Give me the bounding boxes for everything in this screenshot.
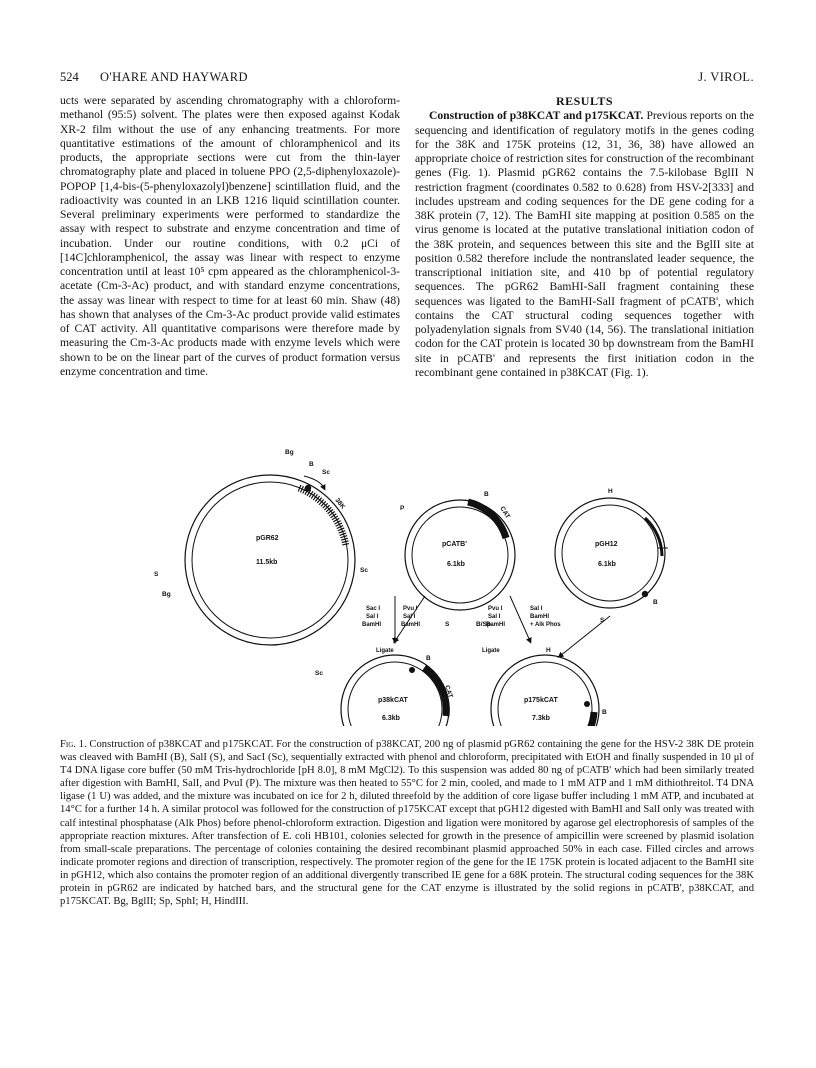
pcatb-site-s: S <box>445 621 450 628</box>
p38kcat-site-b: B <box>426 655 431 662</box>
enzyme-bamhi-right: BamHI <box>486 622 506 628</box>
enzyme-bamhi-mid: BamHI <box>401 622 421 628</box>
results-paragraph-text: Previous reports on the sequencing and identification of regulatory motifs in the genes coding for the 38K and 175K proteins (12, 31, 36, 38) have allowed an appropriate choice of restriction sites for construction of the recombinant genes (Fig. 1). Plasmid pGR62 contains the 7.5-kilobase BglII N restriction fragment (coordinates 0.582 to 0.628) from HSV-2[333] and includes upstream and coding sequences for the DE gene coding for a 38K protein (7, 12). The BamHI site mapping at position 0.585 on the virus genome is located at the putative translational initiation codon of the 38K protein, and sequences between this site and the BglII site at position 0.582 therefore include the nontranslated leader sequence, the transcriptional initiation site, and 410 bp of potential regulatory sequences. The pGR62 BamHI-SalI fragment containing these sequences was ligated to the BamHI-SalI fragment of pCATB', which contains the CAT structural coding sequences together with polyadenylation signals from SV40 (14, 56). The translational initiation codon for the CAT protein is located 30 bp downstream from the BamHI site in pCATB' and represents the first initiation codon in the recombinant gene contained in p38KCAT (Fig. 1). <box>415 109 754 379</box>
pgr62-site-sc-top: Sc <box>322 469 330 476</box>
pgh12-site-h: H <box>608 488 613 495</box>
construction-subheading: Construction of p38KCAT and p175KCAT. <box>429 109 644 123</box>
results-paragraph <box>415 109 754 380</box>
pgh12-site-b: B <box>653 599 658 606</box>
journal-name: J. VIROL. <box>698 70 754 84</box>
ligate-label-right: Ligate <box>482 648 500 654</box>
plasmid-p38kcat <box>341 655 454 726</box>
p175kcat-site-b: B <box>602 709 607 716</box>
enzyme-bamhi-left: BamHI <box>362 622 382 628</box>
p175kcat-name: p175kCAT <box>524 697 558 704</box>
plasmid-pgr62 <box>154 449 368 677</box>
methods-paragraph: ucts were separated by ascending chromatography with a chloroform-methanol (95:5) solvent. The plates were then exposed against Kodak XR-2 film without the use of any enhancing treatments. For more quantitative estimations of the amount of chloramphenicol and its products, the appropriate sections were cut from the thin-layer chromatography plate and placed in toluene PPO (2,5-diphenyloxazole)-POPOP [1,4-bis-(5-phenyloxazolyl)benzene] scintillation fluid, and the radioactivity was counted in an LKB 1216 liquid scintillation counter. Several preliminary experiments were performed to standardize the assay with respect to substrate and enzyme concentration and time of incubation. Under our routine conditions, with 0.2 μCi of [14C]chloramphenicol, the assay was linear with respect to enzyme concentration until at least 10⁵ cpm appeared as the chloramphenicol-3-acetate (Cm-3-Ac) product, and with standard enzyme concentrations, the assay was linear with respect to time for at least 60 min. Shaw (48) has shown that analyses of the Cm-3-Ac product provide valid estimates of CAT activity. All quantitative comparisons were therefore made by measuring the Cm-3-Ac products made with enzyme levels which were shown to be on the linear part of the curves of product formation versus enzyme concentration and time. <box>60 94 400 378</box>
pgr62-site-sc-bottom: Sc <box>315 670 323 677</box>
pcatb-cat-label: CAT <box>498 505 512 520</box>
caption-text: Construction of p38KCAT and p175KCAT. For the construction of p38KCAT, 200 ng of plasmid pGR62 containing the gene for the HSV-2 38K DE protein was cleaved with BamHI (B), SalI (S), and SacI (Sc), sequentially extracted with phenol and chloroform, precipitated with EtOH and finally suspended in 10 μl of T4 DNA ligase core buffer (50 mM Tris-hydrochloride [pH 8.0], 8 mM MgCl2). To this suspension was added 80 ng of pCATB' which had been similarly treated after digestion with BamHI, SalI, and PvuI (P). The mixture was then heated to 55°C for 2 min, cooled, and made to 1 mM ATP and 1 mM dithiothreitol. T4 DNA ligase (1 U) was added, and the mixture was incubated on ice for 2 h, diluted threefold by the addition of core ligase buffer including 1 mM ATP, and incubated at 14°C for a further 14 h. A similar protocol was followed for the construction of p175KCAT except that pGH12 digested with BamHI and SalI only was treated with calf intestinal phosphatase (Alk Phos) before phenol-chloroform extraction. Digestion and ligation were monitored by agarose gel electrophoresis of samples of the appropriate reaction mixtures. After transfection of E. coli HB101, colonies selected for growth in the presence of ampicillin were screened by plasmid isolation from small-scale preparations. The percentage of colonies containing the desired recombinant plasmid approached 50% in each case. Filled circles and arrows indicate promoter regions and direction of transcription, respectively. The promoter region of the gene for the IE 175K protein is located adjacent to the BamHI site in pGH12, which also contains the promoter region of an additional divergently transcribed IE gene for a 68K protein. The structural coding sequences for the 38K protein in pGR62 are indicated by hatched bars, and the structural gene for the CAT enzyme is illustrated by the solid regions in pCATB', p38KCAT, and p175KCAT. Bg, BglII; Sp, SphI; H, HindIII. <box>60 739 754 908</box>
pcatb-size: 6.1kb <box>447 561 465 568</box>
enzyme-bamhi-far: BamHI <box>530 614 550 620</box>
pgh12-site-s: S <box>600 617 605 624</box>
left-column <box>60 94 400 379</box>
figure-1 <box>90 446 730 726</box>
pcatb-site-bsp: B/Sp <box>476 621 491 628</box>
pgr62-site-b: B <box>309 461 314 468</box>
plasmid-pgh12 <box>555 488 668 624</box>
plasmid-construction-diagram <box>90 446 730 726</box>
pgr62-site-sc-right: Sc <box>360 567 368 574</box>
enzyme-sal-i-right: Sal I <box>488 614 501 620</box>
right-column <box>415 94 754 380</box>
p175kcat-site-h: H <box>546 647 551 654</box>
enzyme-pvu-i-right: Pvu I <box>488 606 503 612</box>
running-header <box>60 70 754 86</box>
pgr62-site-bg-top: Bg <box>285 449 294 456</box>
caption-label: Fig. 1. <box>60 739 87 750</box>
pcatb-name: pCATB' <box>442 541 467 548</box>
pgr62-site-bg-left: Bg <box>162 591 171 598</box>
page-number: 524 <box>60 70 79 84</box>
figure-caption <box>60 738 754 908</box>
ligate-label-left: Ligate <box>376 648 394 654</box>
pgh12-size: 6.1kb <box>598 561 616 568</box>
enzyme-sac-i: Sac I <box>366 606 381 612</box>
enzyme-alk-phos: + Alk Phos <box>530 622 561 628</box>
pgr62-name: pGR62 <box>256 535 279 542</box>
pgh12-promoter-dot <box>642 591 648 597</box>
pgr62-site-s: S <box>154 571 159 578</box>
pgr62-size: 11.5kb <box>256 559 278 566</box>
enzyme-sal-i-mid: Sal I <box>403 614 416 620</box>
p175kcat-promoter-dot <box>584 701 590 707</box>
p38kcat-size: 6.3kb <box>382 715 400 722</box>
enzyme-sal-i-left: Sal I <box>366 614 379 620</box>
p38kcat-promoter-dot <box>409 667 415 673</box>
enzyme-sal-i-far: Sal I <box>530 606 543 612</box>
p175kcat-size: 7.3kb <box>532 715 550 722</box>
pgh12-name: pGH12 <box>595 541 618 548</box>
p38kcat-cat-label: CAT <box>443 684 454 699</box>
pgr62-38k-label: 38K <box>333 496 347 511</box>
results-heading: RESULTS <box>555 94 614 108</box>
pcatb-site-b: B <box>484 491 489 498</box>
plasmid-p175kcat <box>491 647 607 726</box>
running-authors: O'HARE AND HAYWARD <box>100 70 248 84</box>
ligation-arrows <box>362 596 610 656</box>
p38kcat-name: p38kCAT <box>378 697 408 704</box>
pgr62-promoter-dot <box>305 485 311 491</box>
enzyme-pvu-i-left: Pvu I <box>403 606 418 612</box>
pcatb-site-p: P <box>400 505 405 512</box>
